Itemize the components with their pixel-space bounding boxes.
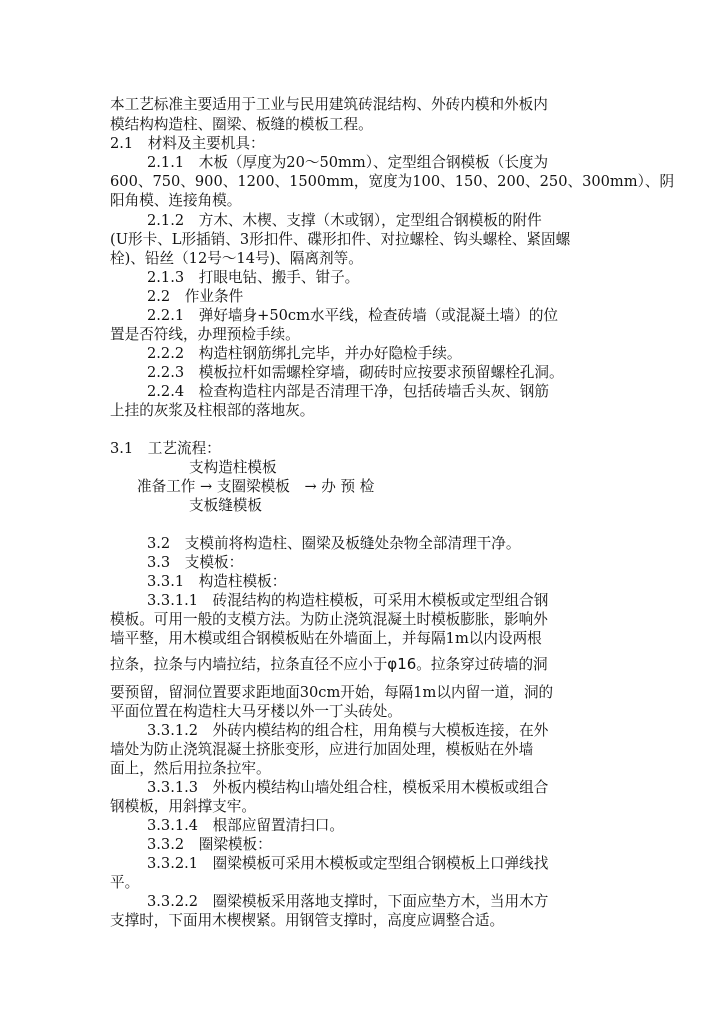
paragraph-line: 3.2 支模前将构造柱、圈梁及板缝处杂物全部清理干净。 <box>147 535 521 552</box>
paragraph-line: 上挂的灰浆及柱根部的落地灰。 <box>110 402 315 419</box>
paragraph-line: 栓)、铅丝（12号～14号)、隔离剂等。 <box>110 250 363 267</box>
paragraph-line: 置是否符线，办理预检手续。 <box>110 326 300 343</box>
paragraph-line: 模结构构造柱、圈梁、板缝的模板工程。 <box>110 116 373 133</box>
paragraph-line: 2.2.2 构造柱钢筋绑扎完毕，并办好隐检手续。 <box>147 345 462 362</box>
paragraph-line: 600、750、900、1200、1500mm，宽度为100、150、200、250、300mm）、阴 <box>110 173 675 190</box>
section-heading: 3.3.2 圈梁模板： <box>147 836 272 853</box>
paragraph-line: 平。 <box>110 874 140 891</box>
paragraph-line: 3.3.1.1 砖混结构的构造柱模板，可采用木模板或定型组合钢 <box>147 592 549 609</box>
paragraph-line: 3.3.1.2 外砖内模结构的组合柱，用角模与大模板连接，在外 <box>147 722 549 739</box>
paragraph-line: 2.2.3 模板拉杆如需螺栓穿墙，砌砖时应按要求预留螺栓孔洞。 <box>147 364 564 381</box>
paragraph-line: 平面位置在构造柱大马牙楼以外一丁头砖处。 <box>110 703 402 720</box>
paragraph-line: 2.2.1 弹好墙身+50cm水平线，检查砖墙（或混凝土墙）的位 <box>147 307 559 324</box>
paragraph-line: 支撑时，下面用木楔楔紧。用钢管支撑时，高度应调整合适。 <box>110 912 505 929</box>
paragraph-line: 阳角模、连接角模。 <box>110 192 242 209</box>
line-text: 拉条，拉条与内墙拉结，拉条直径不应小于 <box>110 656 388 673</box>
section-heading: 3.3 支模板： <box>147 554 244 571</box>
paragraph-line: 钢模板，用斜撑支牢。 <box>110 798 256 815</box>
paragraph-line: 模板。可用一般的支模方法。为防止浇筑混凝土时模板膨胀，影响外 <box>110 611 548 628</box>
section-heading: 3.1 工艺流程： <box>110 440 221 457</box>
paragraph-line: 2.1.1 木板（厚度为20～50mm）、定型组合钢模板（长度为 <box>147 154 549 171</box>
paragraph-line: 面上，然后用拉条拉牢。 <box>110 760 271 777</box>
paragraph-line: 3.3.1.3 外板内模结构山墙处组合柱，模板采用木模板或组合 <box>147 779 549 796</box>
flow-step: 支构造柱模板 <box>189 459 277 476</box>
paragraph-line: 2.1.2 方木、木楔、支撑（木或钢），定型组合钢模板的附件 <box>147 212 542 229</box>
line-text: 。拉条穿过砖墙的洞 <box>416 656 548 673</box>
paragraph-line: 3.3.2.1 圈梁模板可采用木模板或定型组合钢模板上口弹线找 <box>147 855 549 872</box>
paragraph-line: 2.2.4 检查构造柱内部是否清理干净，包括砖墙舌头灰、钢筋 <box>147 383 549 400</box>
paragraph-line: 2.1.3 打眼电钻、搬手、钳子。 <box>147 269 360 286</box>
paragraph-line: 本工艺标准主要适用于工业与民用建筑砖混结构、外砖内模和外板内 <box>110 96 548 113</box>
paragraph-line: 要预留，留洞位置要求距地面30cm开始，每隔1m以内留一道，洞的 <box>110 684 554 701</box>
paragraph-line: 墙处为防止浇筑混凝土挤胀变形，应进行加固处理，模板贴在外墙 <box>110 741 534 758</box>
flow-step: 支板缝模板 <box>189 497 262 514</box>
paragraph-line <box>110 654 548 675</box>
diameter-value: φ16 <box>387 655 417 673</box>
section-heading: 3.3.1 构造柱模板： <box>147 573 287 590</box>
paragraph-line: 3.3.2.2 圈梁模板采用落地支撑时，下面应垫方木，当用木方 <box>147 893 549 910</box>
section-heading: 2.1 材料及主要机具： <box>110 135 265 152</box>
paragraph-line: 墙平整，用木模或组合钢模板贴在外墙面上，并每隔1m以内设两根 <box>110 630 542 647</box>
paragraph-line: (U形卡、L形插销、3形扣件、碟形扣件、对拉螺栓、钩头螺栓、紧固螺 <box>110 231 571 248</box>
flow-diagram-line: 准备工作 → 支圈梁模板 → 办 预 检 <box>137 478 375 495</box>
paragraph-line: 3.3.1.4 根部应留置清扫口。 <box>147 817 344 834</box>
section-heading: 2.2 作业条件 <box>147 288 244 305</box>
